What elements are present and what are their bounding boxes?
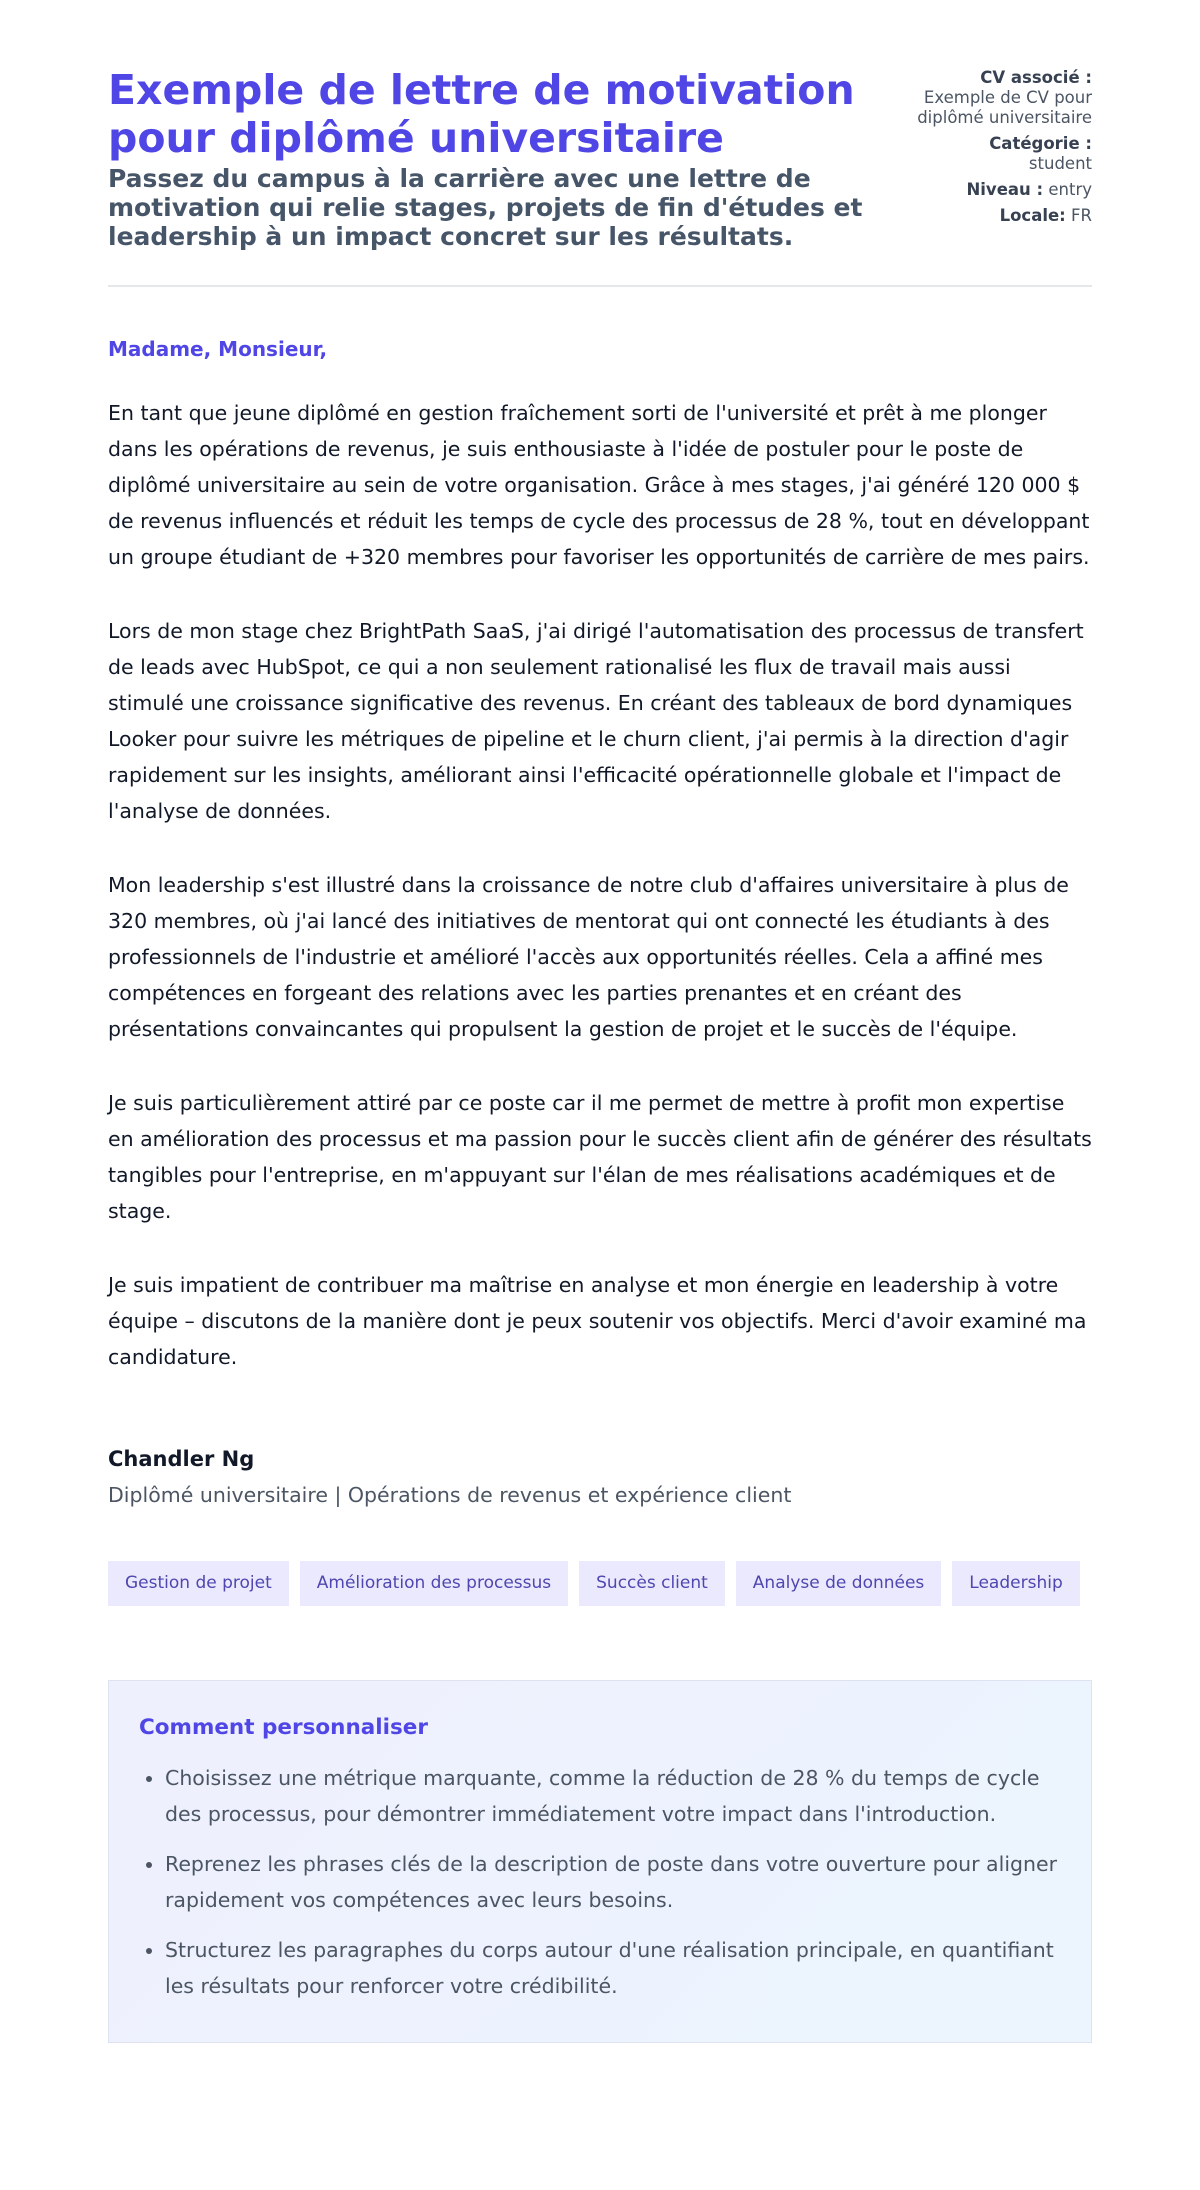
meta-cv-label: CV associé : — [980, 68, 1092, 87]
letter-paragraph: Je suis particulièrement attiré par ce poste car il me permet de mettre à profit mon expertise en amélioration des processus et ma passion pour le succès client afin de générer des résultats tangibles pour l'entreprise, en m'appuyant sur l'élan de mes réalisations académiques et de stage. — [108, 1091, 1092, 1223]
meta-locale — [899, 206, 1092, 226]
meta-locale-value: FR — [1071, 206, 1092, 225]
letter-paragraph: Lors de mon stage chez BrightPath SaaS, j'ai dirigé l'automatisation des processus de transfert de leads avec HubSpot, ce qui a non seulement rationalisé les flux de travail mais aussi stimulé une croissance significative des revenus. En créant des tableaux de bord dynamiques Looker pour suivre les métriques de pipeline et le churn client, j'ai permis à la direction d'agir rapidement sur les insights, améliorant ainsi l'efficacité opérationnelle globale et l'impact de l'analyse de données. — [108, 619, 1084, 823]
header-titles — [108, 66, 899, 251]
tips-list — [139, 1760, 1061, 2004]
page-title: Exemple de lettre de motivation pour diplômé universitaire — [108, 66, 855, 162]
tip-item: • Choisissez une métrique marquante, comme la réduction de 28 % du temps de cycle des processus, pour démontrer immédiatement votre impact dans l'introduction. — [165, 1760, 1061, 1832]
skill-tag: Leadership — [952, 1561, 1079, 1606]
signature-name: Chandler Ng — [108, 1447, 255, 1471]
meta-panel — [899, 68, 1092, 232]
meta-category-label: Catégorie : — [989, 134, 1092, 153]
skill-tags — [108, 1561, 1092, 1606]
meta-cv-value: Exemple de CV pour diplômé universitaire — [917, 88, 1092, 127]
skill-tag: Succès client — [579, 1561, 725, 1606]
skill-tag: Gestion de projet — [108, 1561, 289, 1606]
meta-level-label: Niveau : — [966, 180, 1044, 199]
letter-paragraph: En tant que jeune diplômé en gestion fraîchement sorti de l'université et prêt à me plonger dans les opérations de revenus, je suis enthousiaste à l'idée de postuler pour le poste de diplômé universitaire au sein de votre organisation. Grâce à mes stages, j'ai généré 120 000 $ de revenus influencés et réduit les temps de cycle des processus de 28 %, tout en développant un groupe étudiant de +320 membres pour favoriser les opportunités de carrière de mes pairs. — [108, 401, 1090, 569]
letter-body — [108, 337, 1092, 1375]
letter-paragraph: Je suis impatient de contribuer ma maîtrise en analyse et mon énergie en leadership à votre équipe – discutons de la manière dont je peux soutenir vos objectifs. Merci d'avoir examiné ma candidature. — [108, 1273, 1087, 1369]
meta-category-value: student — [1028, 154, 1092, 173]
page-subtitle: Passez du campus à la carrière avec une lettre de motivation qui relie stages, projets de fin d'études et leadership à un impact concret sur les résultats. — [108, 164, 863, 251]
tip-item: • Reprenez les phrases clés de la description de poste dans votre ouverture pour aligner rapidement vos compétences avec leurs besoins. — [165, 1846, 1061, 1918]
meta-level-value: entry — [1048, 180, 1092, 199]
signature-title: Diplômé universitaire | Opérations de revenus et expérience client — [108, 1483, 792, 1507]
tips-title: Comment personnaliser — [139, 1715, 428, 1740]
skill-tag: Amélioration des processus — [300, 1561, 568, 1606]
meta-category — [899, 134, 1092, 174]
meta-cv — [899, 68, 1092, 128]
customization-tips — [108, 1680, 1092, 2043]
meta-locale-label: Locale: — [999, 206, 1066, 225]
tip-item: • Structurez les paragraphes du corps autour d'une réalisation principale, en quantifiant les résultats pour renforcer votre crédibilité. — [165, 1932, 1061, 2004]
page-header — [108, 66, 1092, 287]
skill-tag: Analyse de données — [736, 1561, 942, 1606]
letter-paragraph: Mon leadership s'est illustré dans la croissance de notre club d'affaires universitaire à plus de 320 membres, où j'ai lancé des initiatives de mentorat qui ont connecté les étudiants à des professionnels de l'industrie et amélioré l'accès aux opportunités réelles. Cela a affiné mes compétences en forgeant des relations avec les parties prenantes et en créant des présentations convaincantes qui propulsent la gestion de projet et le succès de l'équipe. — [108, 873, 1069, 1041]
letter-greeting: Madame, Monsieur, — [108, 337, 328, 361]
signature-block — [108, 1447, 1092, 1507]
meta-level — [899, 180, 1092, 200]
